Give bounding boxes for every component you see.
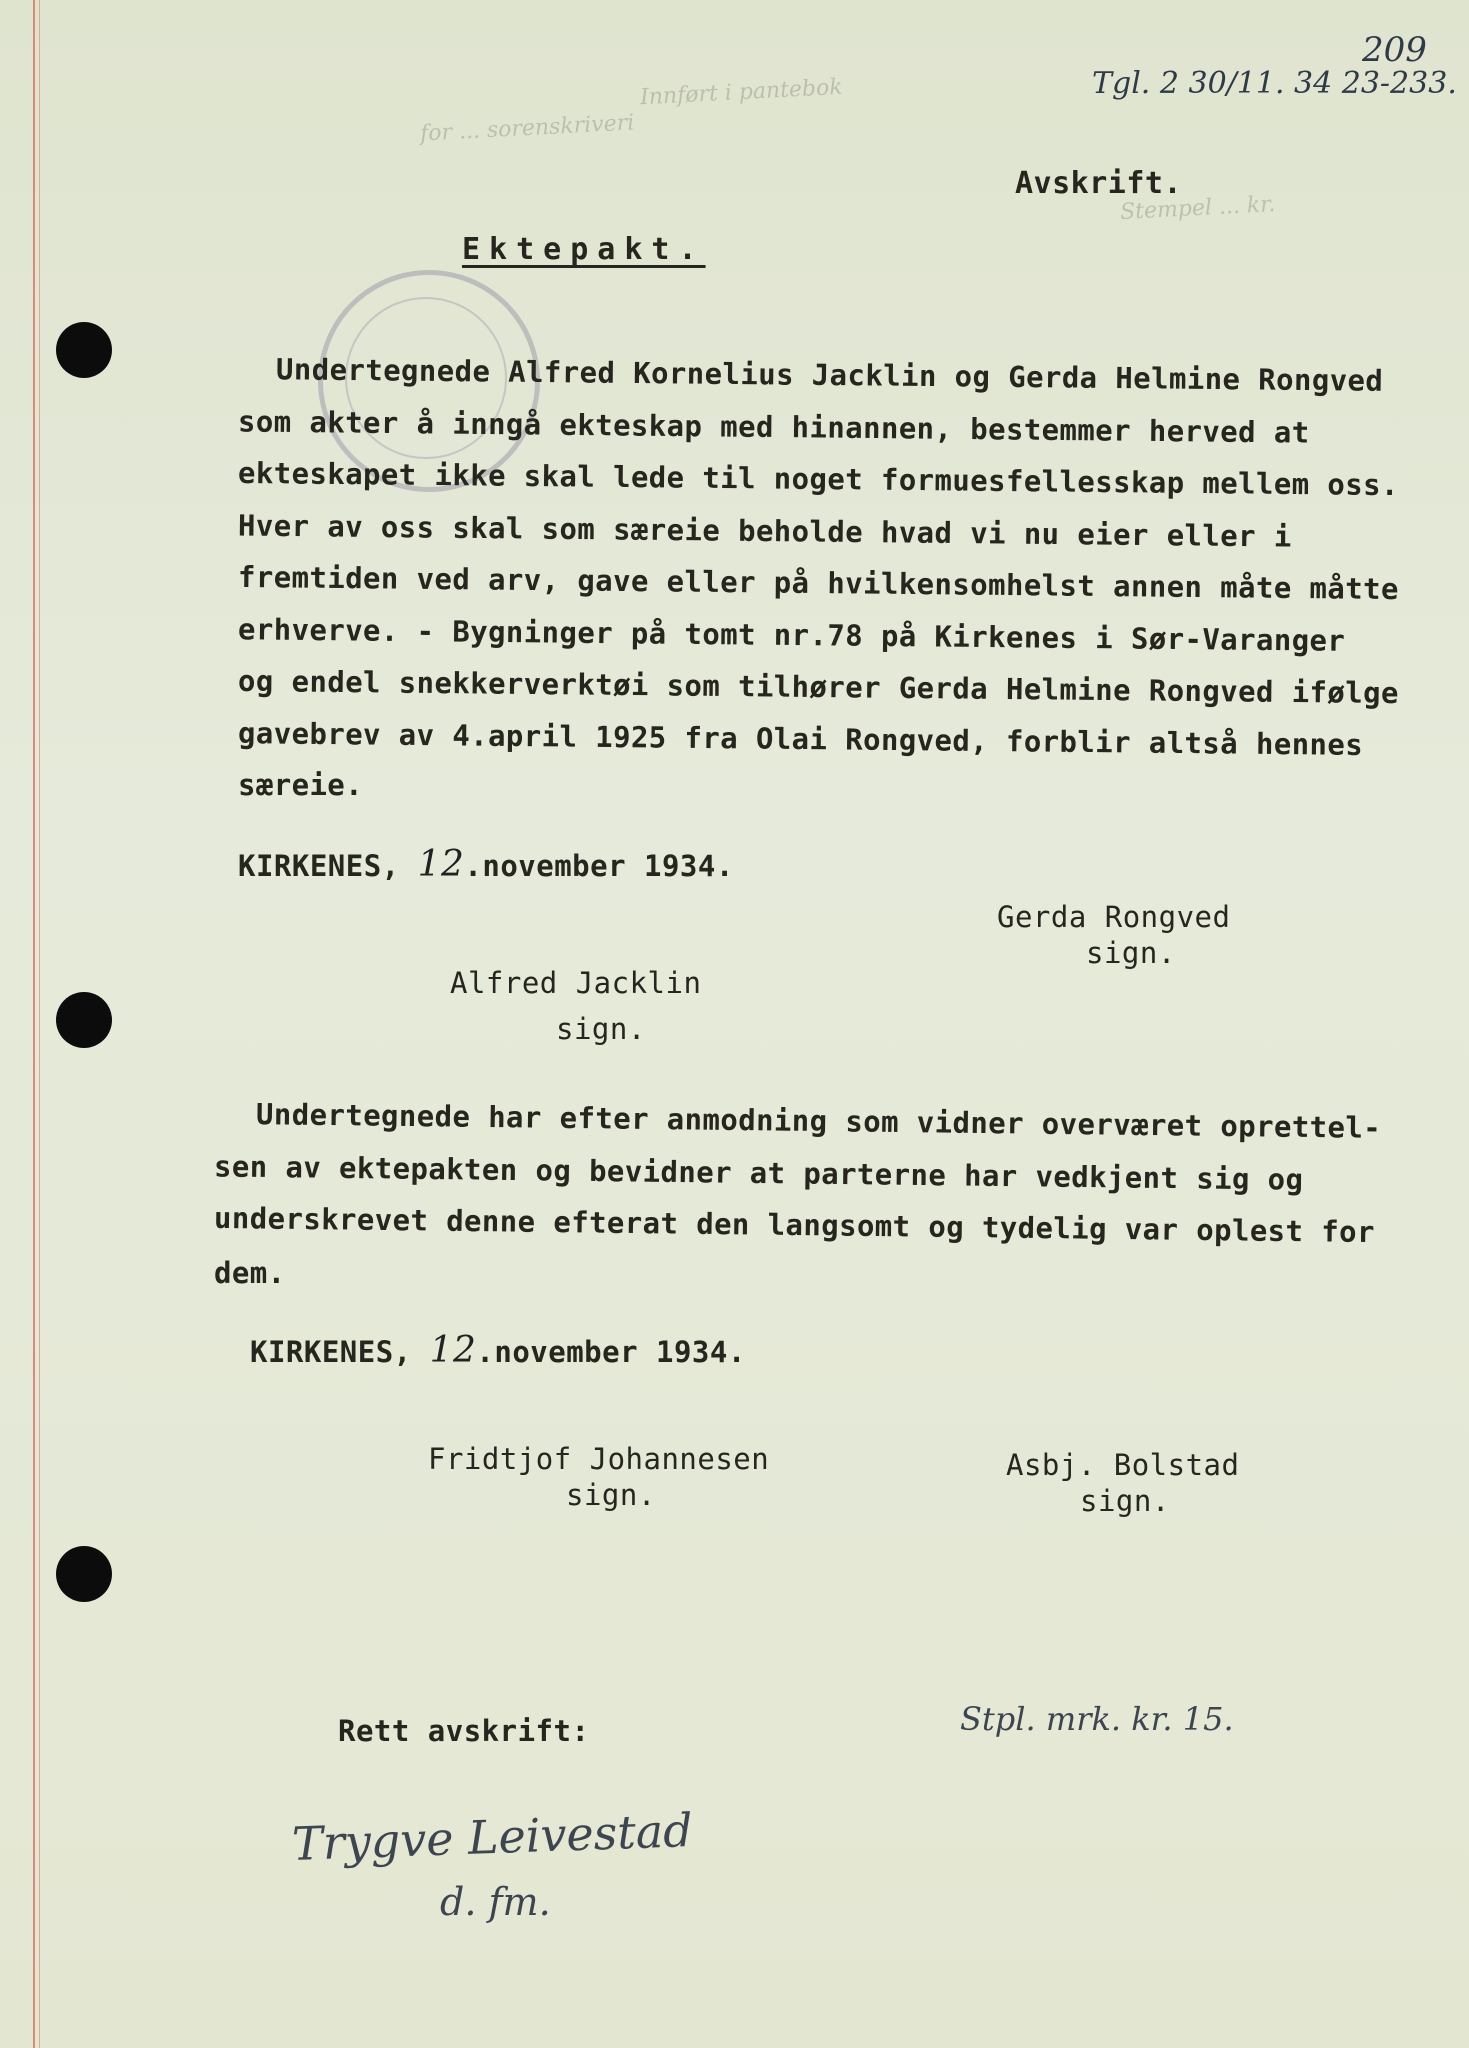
handwritten-title: d. fm. xyxy=(440,1880,551,1924)
stamp-duty-note: Stpl. mrk. kr. 15. xyxy=(960,1700,1234,1738)
date-rest: .november 1934. xyxy=(476,1335,746,1369)
punch-hole-icon xyxy=(56,992,112,1048)
witness-right-name: Asbj. Bolstad xyxy=(1006,1448,1240,1482)
place: KIRKENES, xyxy=(238,849,400,883)
witness-left-sign: sign. xyxy=(566,1478,656,1512)
place-date-2 xyxy=(250,1330,746,1371)
faint-note: for ... sorenskriveri xyxy=(419,110,635,147)
place-date-1 xyxy=(238,844,734,885)
faint-note: Innført i pantebok xyxy=(639,74,844,111)
witness-right-sign: sign. xyxy=(1080,1484,1170,1518)
punch-hole-icon xyxy=(56,1546,112,1602)
date-rest: .november 1934. xyxy=(464,849,734,883)
witness-left-name: Fridtjof Johannesen xyxy=(428,1442,770,1476)
red-margin-line-inner xyxy=(39,0,40,2048)
paragraph-line: særeie. xyxy=(238,768,364,802)
registry-note: Tgl. 2 30/11. 34 23-233. xyxy=(1092,66,1457,101)
paragraph-line: Hver av oss skal som særeie beholde hvad vi nu eier eller i xyxy=(237,508,1292,554)
copy-label: Avskrift. xyxy=(1015,166,1183,201)
paragraph-line: underskrevet denne efterat den langsomt og tydelig var oplest for xyxy=(213,1200,1376,1250)
paragraph-line: sen av ektepakten og bevidner at parterne har vedkjent sig og xyxy=(213,1149,1304,1197)
paragraph-line: som akter å inngå ekteskap med hinannen, bestemmer herved at xyxy=(237,404,1310,450)
certification-label: Rett avskrift: xyxy=(338,1714,590,1748)
signer-left-sign: sign. xyxy=(556,1012,646,1046)
paragraph-line: dem. xyxy=(214,1256,286,1290)
punch-hole-icon xyxy=(56,322,112,378)
paragraph-line: erhverve. - Bygninger på tomt nr.78 på Kirkenes i Sør-Varanger xyxy=(237,612,1346,658)
paragraph-line: Undertegnede Alfred Kornelius Jacklin og Gerda Helmine Rongved xyxy=(275,352,1384,398)
paragraph-line: gavebrev av 4.april 1925 fra Olai Rongved, forblir altså hennes xyxy=(237,716,1364,762)
handwritten-day: 12 xyxy=(417,844,465,885)
signer-right-name: Gerda Rongved xyxy=(997,900,1231,934)
handwritten-signature: Trygve Leivestad xyxy=(291,1803,694,1871)
document-title: Ektepakt. xyxy=(462,232,706,267)
signer-right-sign: sign. xyxy=(1086,936,1176,970)
paragraph-line: Undertegnede har efter anmodning som vidner overværet oprettel- xyxy=(255,1097,1382,1145)
paragraph-line: og endel snekkerverktøi som tilhører Gerda Helmine Rongved ifølge xyxy=(237,663,1400,711)
paragraph-line: ekteskapet ikke skal lede til noget formuesfellesskap mellem oss. xyxy=(237,455,1400,503)
folio-number: 209 xyxy=(1362,30,1427,70)
place: KIRKENES, xyxy=(250,1335,412,1369)
paragraph-line: fremtiden ved arv, gave eller på hvilkensomhelst annen måte måtte xyxy=(237,559,1400,607)
signer-left-name: Alfred Jacklin xyxy=(450,966,702,1000)
red-margin-line xyxy=(33,0,35,2048)
faint-note: Stempel ... kr. xyxy=(1119,191,1276,226)
handwritten-day: 12 xyxy=(429,1330,477,1371)
